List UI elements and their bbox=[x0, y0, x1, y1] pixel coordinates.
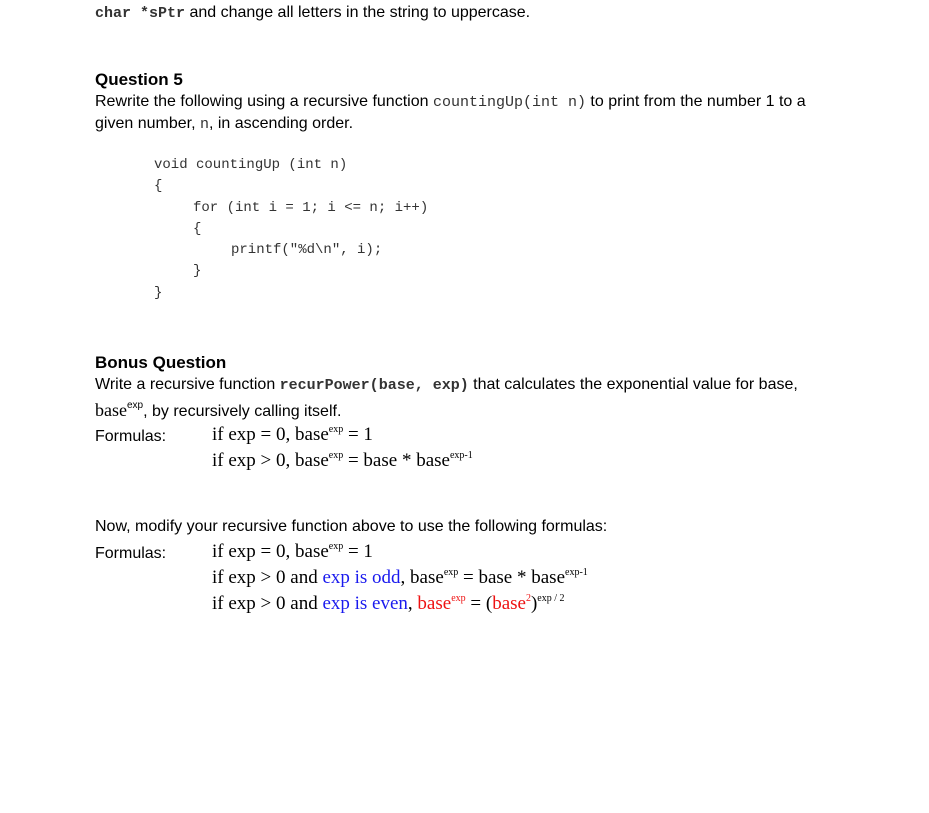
question-5-title: Question 5 bbox=[95, 70, 183, 89]
code-line: } bbox=[154, 285, 163, 301]
bonus-line2-post: , by recursively calling itself. bbox=[143, 403, 342, 420]
code-line: { bbox=[154, 178, 163, 194]
bonus-line1-post: that calculates the exponential value for base, bbox=[468, 376, 798, 393]
q5-line1-post: to print from the number 1 to a bbox=[585, 93, 806, 110]
formula-1: if exp = 0, base$^{exp}$ = 1 bbox=[212, 424, 373, 445]
condition-odd: exp is odd bbox=[322, 567, 401, 588]
q5-line1-pre: Rewrite the following using a recursive function bbox=[95, 93, 433, 110]
formulas-label: Formulas: bbox=[95, 428, 167, 445]
modify-instruction: Now, modify your recursive function above to use the following formulas: bbox=[95, 518, 608, 535]
bonus-line2-sup: exp bbox=[126, 400, 144, 411]
code-line: } bbox=[193, 263, 202, 279]
bonus-line-2 bbox=[95, 400, 341, 421]
q5-line2-pre: given number, bbox=[95, 115, 200, 132]
q5-line1-code: countingUp(int n) bbox=[432, 94, 586, 111]
bonus-question-title: Bonus Question bbox=[95, 353, 227, 372]
intro-code: char *sPtr bbox=[95, 5, 186, 22]
q5-line2-post: , in ascending order. bbox=[208, 115, 354, 132]
intro-text: and change all letters in the string to uppercase. bbox=[185, 4, 531, 21]
question-5-line-1 bbox=[95, 93, 806, 111]
q5-line2-code: n bbox=[199, 116, 209, 133]
bonus-line1-code: recurPower(base, exp) bbox=[279, 377, 469, 394]
intro-line bbox=[95, 4, 530, 22]
code-line: { bbox=[193, 221, 202, 237]
formulas-label-2: Formulas: bbox=[95, 545, 167, 562]
code-line: printf("%d\n", i); bbox=[231, 242, 383, 258]
code-line: for (int i = 1; i <= n; i++) bbox=[193, 200, 429, 216]
formula-5: if exp > 0 and exp is even, base$^{exp}$ = (base$^2$)$^{exp / 2}$ bbox=[212, 593, 565, 614]
condition-even: exp is even bbox=[322, 593, 408, 614]
formula-4: if exp > 0 and exp is odd, base$^{exp}$ = base * base$^{exp-1}$ bbox=[212, 567, 588, 588]
code-line: void countingUp (int n) bbox=[154, 157, 348, 173]
bonus-line2-base: base bbox=[95, 400, 127, 420]
formula-2: if exp > 0, base$^{exp}$ = base * base$^{exp-1}$ bbox=[212, 450, 473, 471]
bonus-line-1 bbox=[95, 376, 798, 394]
formula-3: if exp = 0, base$^{exp}$ = 1 bbox=[212, 541, 373, 562]
question-5-line-2 bbox=[95, 115, 353, 133]
bonus-line1-pre: Write a recursive function bbox=[95, 376, 280, 393]
